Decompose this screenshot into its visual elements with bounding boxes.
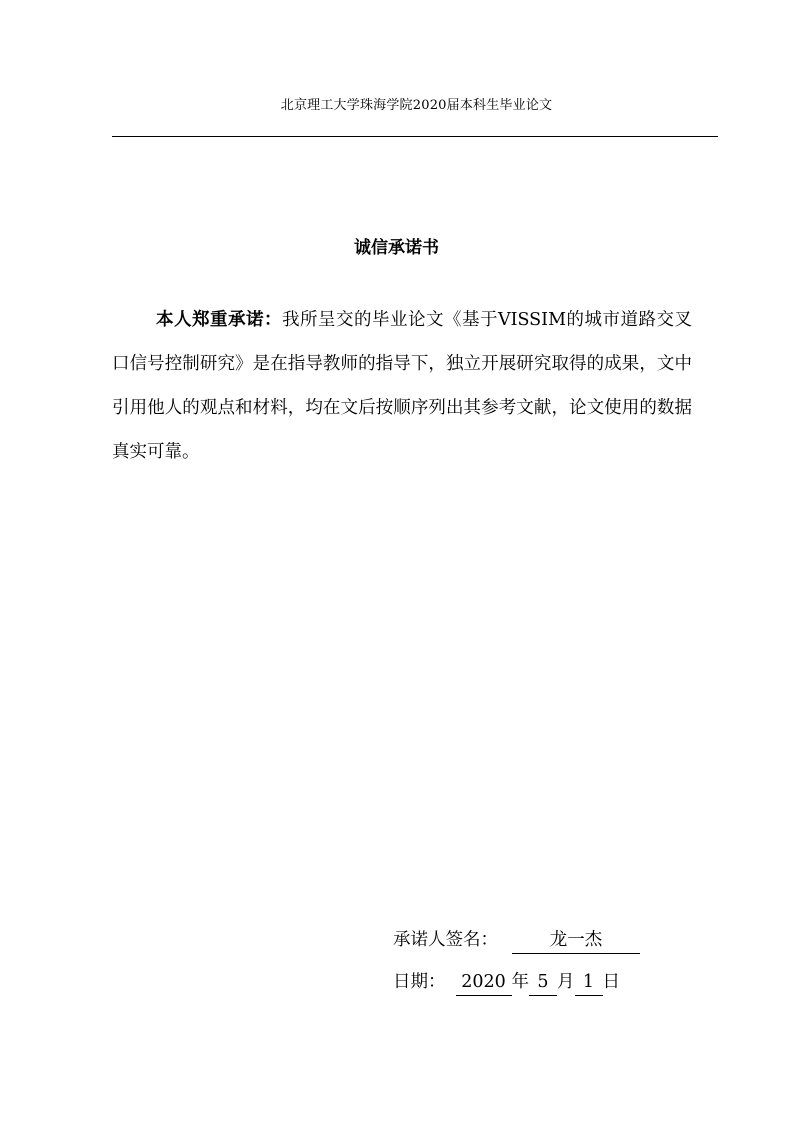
date-month-unit: 月 [557, 972, 575, 992]
signature-name: 龙一杰 [512, 927, 640, 954]
date-row [393, 966, 640, 1008]
signature-label: 承诺人签名： [393, 930, 498, 950]
signature-row [393, 924, 640, 966]
statement-paragraph [112, 298, 692, 474]
date-label: 日期： [393, 972, 446, 992]
document-title: 诚信承诺书 [354, 238, 439, 258]
date-day: 1 [575, 969, 603, 996]
date-year-unit: 年 [511, 972, 529, 992]
statement-body: 我所呈交的毕业论文《基于VISSIM的城市道路交叉口信号控制研究》是在指导教师的指导下，独立开展研究取得的成果，文中引用他人的观点和材料，均在文后按顺序列出其参考文献，论文使用的数据真实可靠。 [112, 310, 692, 462]
signature-block [393, 924, 640, 1008]
statement-lead: 本人郑重承诺： [156, 310, 282, 330]
page-header: 北京理工大学珠海学院2020届本科生毕业论文 [280, 98, 553, 113]
date-month: 5 [529, 969, 557, 996]
date-year: 2020 [456, 969, 512, 996]
header-divider [112, 136, 718, 137]
date-day-unit: 日 [602, 972, 620, 992]
